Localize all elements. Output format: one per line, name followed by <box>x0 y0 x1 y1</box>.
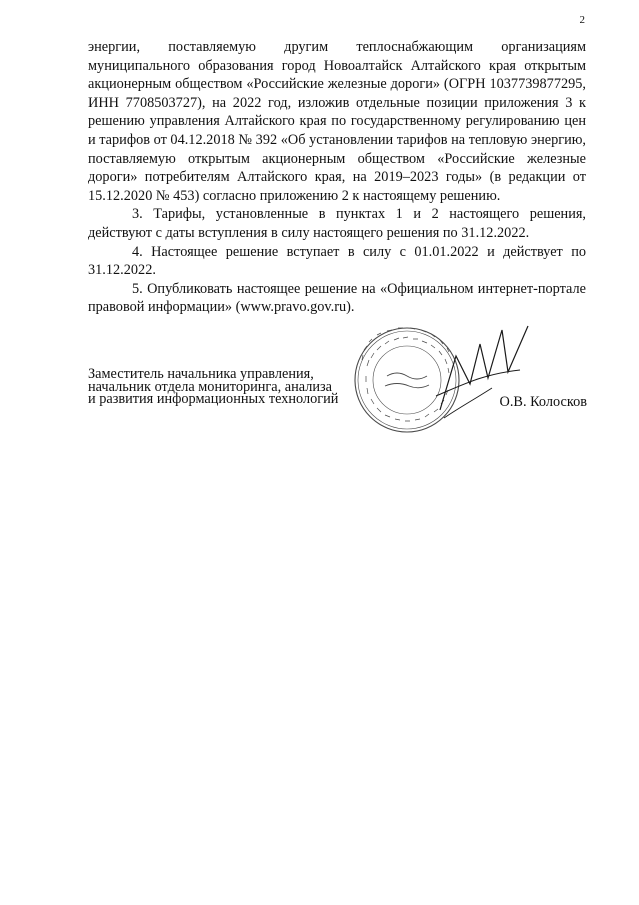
paragraph-item-5: 5. Опубликовать настоящее решение на «Официальном интернет-портале правовой информации» (www.pravo.gov.ru). <box>88 280 586 316</box>
signatory-name: О.В. Колосков <box>499 394 587 410</box>
official-seal-and-signature <box>352 322 552 452</box>
position-line: начальник отдела мониторинга, анализа <box>88 378 333 395</box>
page-number: 2 <box>579 14 585 26</box>
signatory-position <box>88 368 338 406</box>
position-line: и развития информационных технологий <box>88 391 339 408</box>
paragraph-continuation: энергии, поставляемую другим теплоснабжающим организациям муниципального образования город Новоалтайск Алтайского края открытым акционерным обществом «Российские железные дороги» (ОГРН 1037739877295, ИНН 7708503727), на 2022 год, изложив отдельные позиции приложения 3 к решению управления Алтайского края по государственному регулированию цен и тарифов от 04.12.2018 № 392 «Об установлении тарифов на тепловую энергию, поставляемую открытым акционерным обществом «Российские железные дороги» потребителям Алтайского края, на 2019–2023 годы» (в редакции от 15.12.2020 № 453) согласно приложению 2 к настоящему решению. <box>88 39 586 204</box>
paragraph-item-4: 4. Настоящее решение вступает в силу с 01.01.2022 и действует по 31.12.2022. <box>88 243 586 279</box>
document-body <box>88 38 586 317</box>
paragraph-item-3: 3. Тарифы, установленные в пунктах 1 и 2 настоящего решения, действуют с даты вступления в силу настоящего решения по 31.12.2022. <box>88 206 586 241</box>
position-line: Заместитель начальника управления, <box>88 366 314 382</box>
seal-icon <box>352 322 552 452</box>
